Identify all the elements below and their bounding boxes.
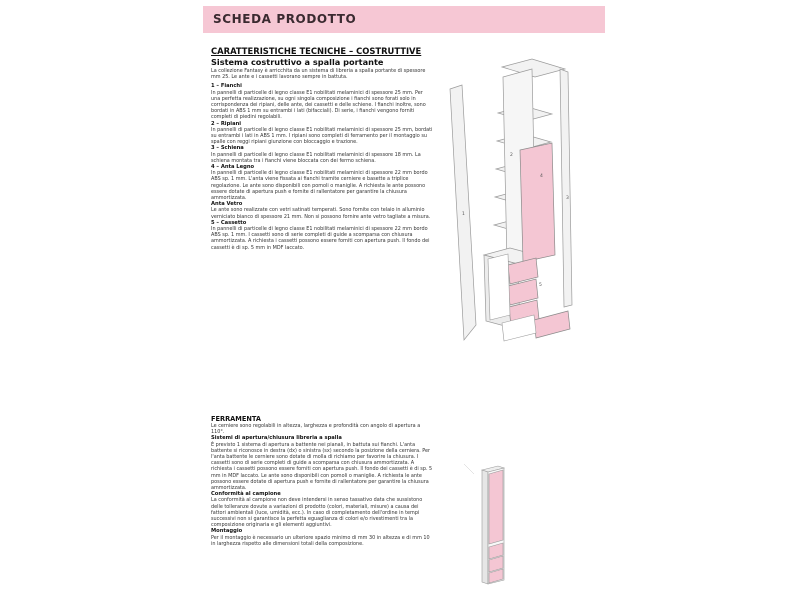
item-text: In pannelli di particelle di legno classe E1 nobilitati melaminici di spessore 18 mm. La schiena montata tra i fianchi viene bloccata con dei fermo schiena. bbox=[211, 151, 421, 164]
item-title: Conformità al campione bbox=[211, 491, 281, 498]
technical-specs-body bbox=[211, 68, 433, 251]
dimension-line bbox=[464, 464, 474, 474]
item-title: Sistemi di apertura/chiusura libreria a spalla bbox=[211, 435, 342, 442]
item-text: Per il montaggio è necessario un ulteriore spazio minimo di mm 30 in altezza e di mm 10 in larghezza rispetto alle dimensioni totali della composizione. bbox=[211, 534, 430, 547]
item-title: 1 – Fianchi bbox=[211, 83, 242, 90]
item-title: 3 – Schiena bbox=[211, 145, 244, 152]
drawer-front bbox=[534, 311, 570, 338]
technical-specs-heading: CARATTERISTICHE TECNICHE – COSTRUTTIVE bbox=[211, 46, 422, 56]
label-3: 3 bbox=[566, 196, 569, 201]
item-title: 5 – Cassetto bbox=[211, 219, 247, 226]
item-title: 2 – Ripiani bbox=[211, 120, 242, 127]
page-title: SCHEDA PRODOTTO bbox=[213, 12, 357, 26]
label-2: 2 bbox=[510, 153, 513, 158]
system-subheading: Sistema costruttivo a spalla portante bbox=[211, 57, 384, 67]
exploded-cabinet-diagram bbox=[440, 55, 600, 350]
item-text: In pannelli di particelle di legno classe E1 nobilitati melaminici di spessore 25 mm. Per una perfetta realizzazione, su ogni singola composizione i fianchi sono forati solo in corrispondenza dei ripiani, delle ante, dei cassetti e delle schiene. I fianchi inoltre, sono bordati in ABS 1 mm su entrambi i lati (bifacciali). Di serie, i fianchi vengono forniti completi di piedini regolabili. bbox=[211, 89, 426, 121]
item-title: Montaggio bbox=[211, 528, 243, 535]
header-banner bbox=[203, 6, 605, 33]
item-text: La conformità al campione non deve intendersi in senso tassativo data che sussistono delle tolleranze dovute a variazioni di prodotto (colori, materiali, misure) a causa dei fattori ambientali (luce, umidità, ecc.). In caso di completamento dell'ordine in tempi successivi non si garantisce la perfetta eguaglianza di colori e/o rivestimenti tra la composizione originaria e gli elementi aggiuntivi. bbox=[211, 497, 423, 529]
item-text: In pannelli di particelle di legno classe E1 nobilitati melaminici di spessore 22 mm bordo ABS sp. 1 mm. L'anta viene fissata ai fianchi tramite cerniere e basette a triplice regolazione. Le ante sono disponibili con pomoli o maniglie. A richiesta le ante possono essere dotate di apertura push e fornite di rallentatore per garantire la chiusura ammortizzata. bbox=[211, 170, 428, 202]
hardware-section bbox=[211, 415, 433, 547]
item-title: Anta Vetro bbox=[211, 201, 243, 208]
item-text: È previsto 1 sistema di apertura a battente nei pianali, in battuta sui fianchi. L'anta battente si riconosce in destra (dx) o sinistra (sx) secondo la posizione della cerniera. Per l'anta battente le cerniere sono dotate di molla di richiamo per favorire la chiusura. I cassetti sono di serie completi di guide a scomparsa con chiusura ammortizzata. A richiesta i cassetti possono essere forniti con apertura push. Il fondo dei cassetti è di sp. 5 mm in MDF laccato. Le ante sono disponibili con pomoli o maniglie. A richiesta le ante possono essere dotate di apertura push e fornite di rallentatore per garantire la chiusura ammortizzata. bbox=[211, 441, 433, 492]
cabinet-door bbox=[489, 470, 503, 544]
intro-paragraph: La collezione Fantasy è arricchita da un sistema di libreria a spalla portante di spessore mm 25. Le ante e i cassetti lavorano sempre in battuta. bbox=[211, 68, 426, 81]
label-4: 4 bbox=[540, 174, 543, 179]
right-side-panel bbox=[560, 69, 572, 307]
label-1: 1 bbox=[462, 212, 465, 217]
label-5: 5 bbox=[539, 283, 542, 288]
assembled-cabinet-diagram bbox=[462, 460, 512, 588]
item-title: 4 – Anta Legno bbox=[211, 164, 255, 171]
item-text: Le ante sono realizzate con vetri satinati temperati. Sono fornite con telaio in alluminio verniciato bianco di spessore 21 mm. Non si possono fornire ante vetro tagliate a misura. bbox=[211, 207, 431, 220]
top-panel bbox=[502, 59, 565, 77]
drawer-box bbox=[488, 254, 510, 320]
hardware-heading: FERRAMENTA bbox=[211, 415, 261, 423]
door-panel bbox=[520, 143, 555, 262]
cabinet-left-side bbox=[482, 470, 488, 584]
item-text: In pannelli di particelle di legno classe E1 nobilitati melaminici di spessore 22 mm bordo ABS sp. 1 mm. I cassetti sono di serie completi di guide a scomparsa con chiusura ammortizzata. A richiesta i cassetti possono essere forniti con apertura push. Il fondo dei cassetti è di sp. 5 mm in MDF laccato. bbox=[211, 226, 430, 251]
item-text: In pannelli di particelle di legno classe E1 nobilitati melaminici di spessore 25 mm, bordati su entrambi i lati in ABS 1 mm. I ripiani sono completi di ferramento per il montaggio su spalle con reggi ripiani giunzione con bloccaggio e trazione. bbox=[211, 126, 433, 146]
hardware-intro: Le cerniere sono regolabili in altezza, larghezza e profondità con angolo di apertura a 110°. bbox=[211, 423, 421, 436]
